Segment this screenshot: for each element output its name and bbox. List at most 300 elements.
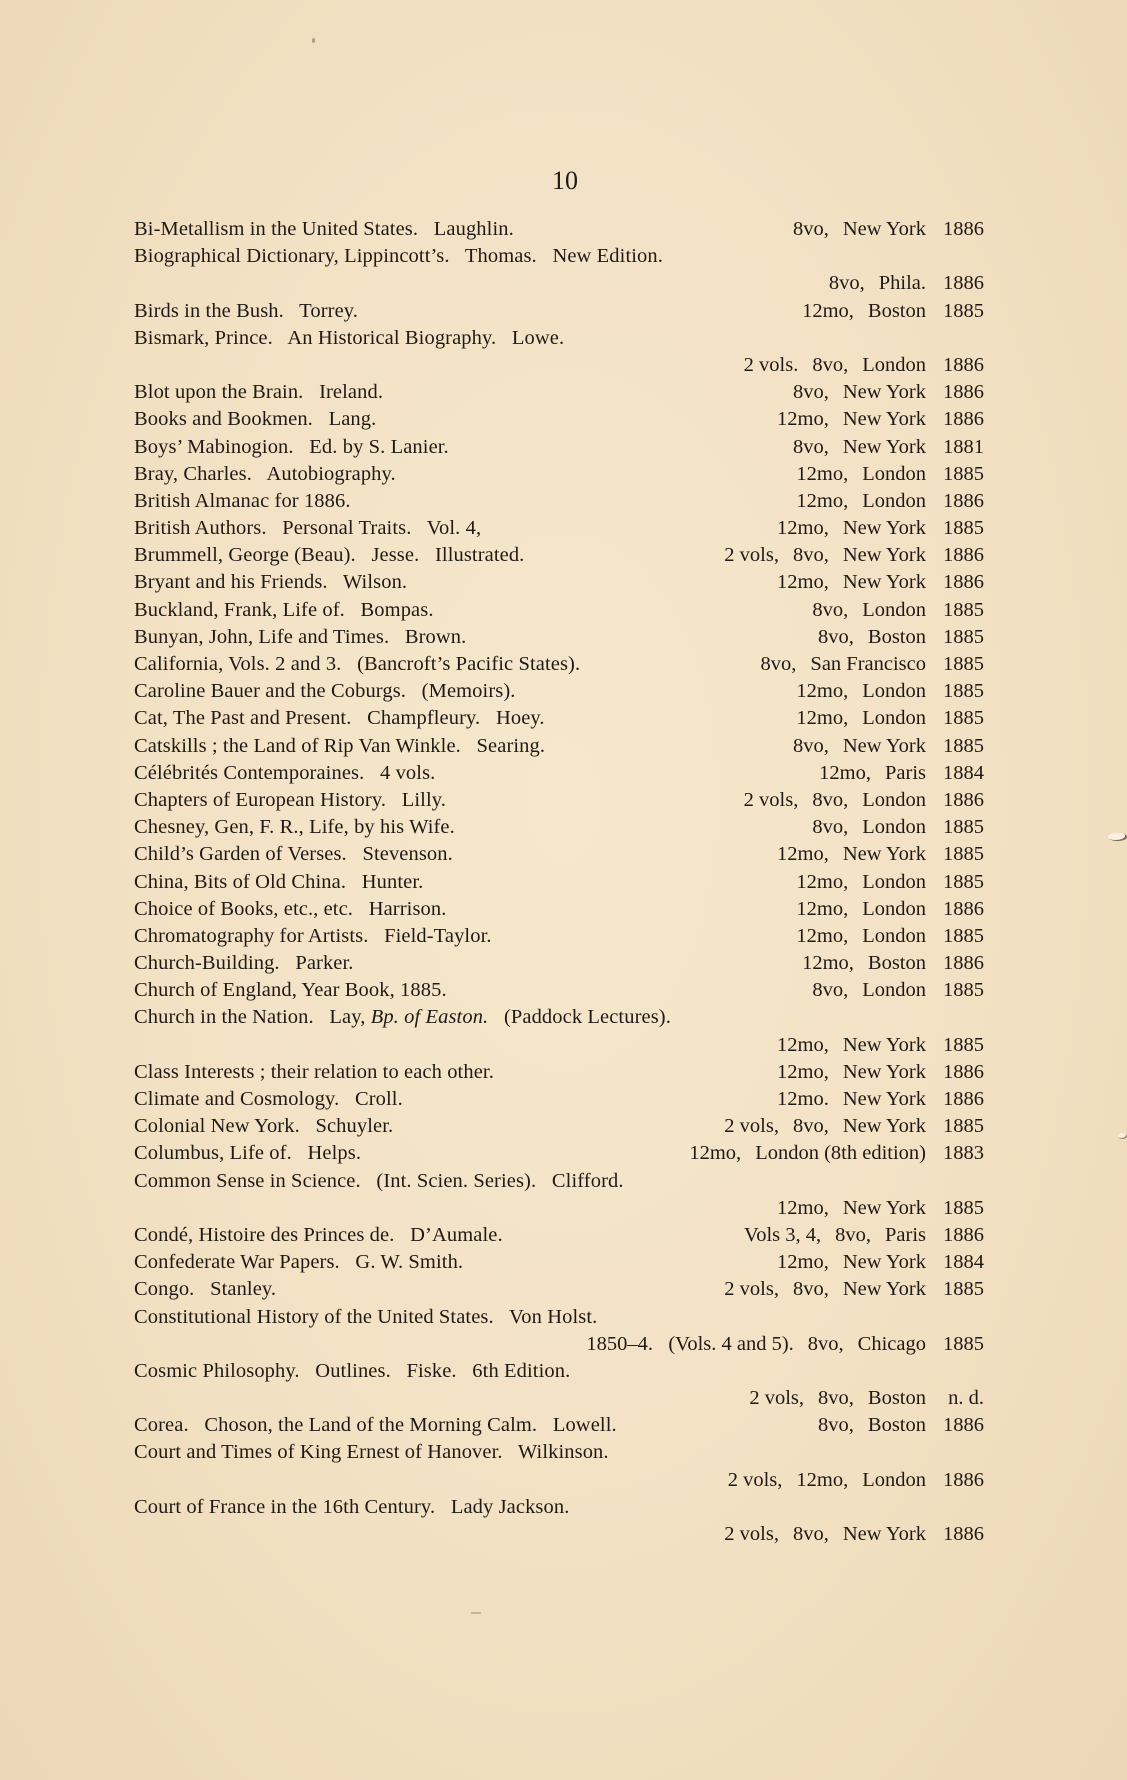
entry-title — [134, 1004, 671, 1031]
catalog-entry-line — [134, 1168, 984, 1195]
entry-format: 12mo, — [777, 1060, 829, 1083]
catalog-entry-line — [134, 243, 984, 270]
entry-place: London — [862, 816, 926, 839]
entry-title-text: Buckland, Frank, Life of. Bompas. — [134, 598, 434, 621]
entry-publication — [744, 1222, 984, 1249]
entry-publication — [829, 270, 984, 297]
entry-format: 8vo, — [812, 788, 849, 811]
entry-format: 12mo. — [777, 1088, 829, 1110]
entry-title — [134, 569, 407, 596]
entry-year: 1885 — [943, 680, 984, 703]
entry-format: 12mo, — [796, 707, 849, 730]
catalog-entry-line — [134, 434, 984, 461]
entry-year: 1885 — [943, 1115, 984, 1138]
entry-place: London — [862, 680, 926, 703]
entry-format: 12mo, — [796, 489, 849, 512]
entry-title — [134, 950, 354, 977]
entry-format: 12mo, — [796, 924, 849, 947]
catalog-entry-line — [134, 651, 984, 678]
catalog-entry-line — [134, 814, 984, 841]
page-number — [0, 166, 1127, 196]
entry-format: 12mo, — [796, 680, 849, 703]
entry-year: 1885 — [943, 299, 984, 322]
entry-format: 8vo, — [792, 544, 829, 567]
catalog-entry-line — [134, 1113, 984, 1140]
entry-year: 1884 — [943, 1251, 984, 1274]
entry-year: 1886 — [943, 381, 984, 404]
catalog-entry-line — [134, 869, 984, 896]
entry-place: New York — [842, 544, 926, 567]
entry-format: 8vo, — [792, 1523, 829, 1545]
catalog-entry-line — [134, 379, 984, 406]
entry-title — [134, 651, 580, 678]
entry-title-text: Books and Bookmen. Lang. — [134, 408, 377, 431]
entry-place: London (8th edition) — [755, 1142, 926, 1165]
entry-title-text: Church in the Nation. Lay, — [134, 1006, 371, 1029]
entry-volumes: 2 vols. — [743, 353, 799, 376]
entry-format: 8vo, — [812, 816, 849, 839]
entry-title — [134, 325, 564, 352]
entry-volumes: 2 vols, — [724, 1115, 779, 1138]
entry-title-text: Bray, Charles. Autobiography. — [134, 462, 396, 485]
catalog-entry-line — [134, 569, 984, 596]
entry-title — [134, 1168, 624, 1195]
entry-title-text: (Paddock Lectures). — [488, 1006, 671, 1029]
entry-format: 12mo, — [796, 897, 849, 920]
entry-year: 1881 — [943, 435, 984, 458]
entry-title — [134, 814, 455, 841]
catalog-entry-line — [134, 1059, 984, 1086]
catalog-entry-line — [134, 678, 984, 705]
entry-volumes: 2 vols, — [724, 544, 779, 567]
entry-year: 1885 — [943, 1196, 984, 1219]
entry-place: New York — [842, 381, 926, 404]
entry-place: London — [862, 598, 926, 621]
catalog-entry-line — [134, 733, 984, 760]
entry-title-text: Constitutional History of the United States. Von Holst. — [134, 1305, 598, 1328]
entry-title — [134, 977, 447, 1004]
entry-publication — [777, 1059, 984, 1086]
entry-year: 1885 — [943, 1033, 984, 1056]
entry-year: 1886 — [943, 353, 984, 376]
entry-publication — [802, 950, 984, 977]
entry-place: New York — [842, 1060, 926, 1083]
entry-title — [134, 678, 516, 705]
entry-title-text: China, Bits of Old China. Hunter. — [134, 870, 424, 893]
entry-format: 12mo, — [777, 1196, 829, 1219]
entry-volumes: 2 vols, — [727, 1468, 783, 1491]
entry-place: Phila. — [878, 272, 926, 295]
entry-volumes: 2 vols, — [724, 1523, 779, 1545]
entry-year: 1886 — [943, 489, 984, 512]
entry-year: 1886 — [943, 571, 984, 594]
entry-publication — [761, 651, 984, 678]
entry-year: 1885 — [943, 625, 984, 648]
entry-volumes: 2 vols, — [724, 1278, 779, 1301]
catalog-entry-line — [134, 1032, 984, 1059]
entry-format: 12mo, — [777, 571, 829, 594]
entry-title-text: Colonial New York. Schuyler. — [134, 1115, 394, 1138]
entry-title-text: California, Vols. 2 and 3. (Bancroft’s Pacific States). — [134, 653, 581, 675]
entry-year: 1885 — [943, 843, 984, 866]
entry-title — [134, 461, 396, 488]
entry-title-text: Columbus, Life of. Helps. — [134, 1142, 362, 1165]
entry-place: New York — [842, 734, 926, 757]
entry-title-text: Chapters of European History. Lilly. — [134, 788, 446, 811]
entry-title — [134, 923, 492, 950]
entry-title-text: Bunyan, John, Life and Times. Brown. — [134, 625, 467, 648]
entry-title-text: Biographical Dictionary, Lippincott’s. Thomas. New Edition. — [134, 245, 663, 268]
entry-format: 8vo, — [792, 218, 829, 240]
entry-format: 8vo, — [792, 381, 829, 404]
entry-title-text: Court and Times of King Ernest of Hanover. Wilkinson. — [134, 1441, 609, 1464]
entry-place: New York — [842, 1278, 926, 1301]
entry-publication — [796, 488, 984, 515]
entry-place: New York — [842, 571, 926, 594]
catalog-entry-line — [134, 1521, 984, 1548]
catalog-entry-line — [134, 705, 984, 732]
entry-year: 1885 — [943, 870, 984, 893]
entry-format: 12mo, — [689, 1142, 742, 1165]
book-catalog-list — [134, 216, 984, 1548]
catalog-entry-line — [134, 352, 984, 379]
entry-format: 8vo, — [818, 625, 854, 648]
entry-publication — [812, 977, 984, 1004]
entry-publication — [777, 1249, 984, 1276]
entry-title-text: Brummell, George (Beau). Jesse. Illustrated. — [134, 544, 525, 567]
entry-place: London — [862, 870, 926, 893]
entry-publication — [777, 569, 984, 596]
entry-publication — [796, 705, 984, 732]
catalog-entry-line — [134, 950, 984, 977]
entry-title — [134, 1276, 276, 1303]
page-number-text: 10 — [552, 166, 578, 195]
entry-title-text: Climate and Cosmology. Croll. — [134, 1088, 403, 1110]
entry-format: 8vo, — [812, 598, 849, 621]
entry-publication — [793, 733, 984, 760]
entry-place: London — [862, 788, 926, 811]
entry-publication — [586, 1331, 984, 1358]
entry-publication — [744, 787, 984, 814]
entry-year: 1885 — [943, 1332, 984, 1355]
entry-publication — [818, 1412, 984, 1439]
entry-title-italic: Bp. of Easton. — [370, 1006, 489, 1029]
catalog-entry-line — [134, 488, 984, 515]
entry-format: 8vo, — [812, 353, 849, 376]
catalog-entry-line — [134, 298, 984, 325]
entry-place: New York — [842, 1115, 926, 1138]
paper-tear — [1118, 1133, 1127, 1139]
entry-publication — [802, 298, 984, 325]
entry-place: London — [862, 353, 926, 376]
catalog-entry-line — [134, 461, 984, 488]
entry-year: 1885 — [943, 598, 984, 621]
entry-format: 8vo, — [792, 734, 829, 757]
entry-title — [134, 1358, 570, 1385]
catalog-entry-line — [134, 1304, 984, 1331]
entry-place: New York — [842, 1251, 926, 1274]
catalog-entry-line — [134, 977, 984, 1004]
entry-volumes: 1850–4. (Vols. 4 and 5). — [586, 1332, 794, 1355]
entry-format: 12mo, — [796, 1468, 849, 1491]
entry-format: 12mo, — [777, 843, 829, 866]
catalog-entry-line — [134, 1331, 984, 1358]
entry-title-text: Choice of Books, etc., etc. Harrison. — [134, 897, 447, 920]
entry-title — [134, 705, 545, 732]
entry-publication — [796, 923, 984, 950]
entry-title-text: Child’s Garden of Verses. Stevenson. — [134, 843, 453, 866]
entry-place: New York — [842, 517, 926, 540]
entry-format: 12mo, — [777, 1251, 829, 1274]
catalog-entry-line — [134, 1249, 984, 1276]
entry-publication — [724, 1521, 984, 1548]
entry-publication — [724, 542, 984, 569]
entry-title-text: Common Sense in Science. (Int. Scien. Series). Clifford. — [134, 1169, 624, 1192]
entry-year: 1886 — [943, 952, 984, 975]
entry-year: 1886 — [943, 408, 984, 431]
entry-title-text: Bi-Metallism in the United States. Laughlin. — [134, 218, 514, 240]
entry-place: London — [862, 924, 926, 947]
entry-volumes: 2 vols, — [743, 788, 799, 811]
entry-title — [134, 216, 514, 243]
entry-format: 12mo, — [796, 462, 849, 485]
entry-title-text: Catskills ; the Land of Rip Van Winkle. Searing. — [134, 734, 546, 757]
catalog-entry-line — [134, 597, 984, 624]
entry-place: London — [862, 979, 926, 1002]
entry-publication — [749, 1385, 984, 1412]
entry-place: London — [862, 707, 926, 730]
entry-year: 1886 — [943, 788, 984, 811]
entry-title — [134, 624, 466, 651]
entry-place: New York — [842, 843, 926, 866]
entry-title-text: Birds in the Bush. Torrey. — [134, 299, 359, 322]
catalog-entry-line — [134, 896, 984, 923]
catalog-entry-line — [134, 624, 984, 651]
catalog-entry-line — [134, 1358, 984, 1385]
entry-publication — [796, 869, 984, 896]
entry-place: New York — [842, 1523, 926, 1545]
entry-publication — [744, 352, 984, 379]
catalog-entry-line — [134, 1439, 984, 1466]
entry-format: 12mo, — [777, 1033, 829, 1056]
entry-place: New York — [842, 1088, 926, 1110]
entry-title-text: Chromatography for Artists. Field-Taylor. — [134, 924, 492, 947]
entry-title-text: Congo. Stanley. — [134, 1278, 277, 1301]
catalog-entry-line — [134, 760, 984, 787]
catalog-entry-line — [134, 1276, 984, 1303]
entry-place: Boston — [867, 1387, 926, 1410]
entry-year: 1884 — [943, 761, 984, 784]
entry-volumes: 2 vols, — [749, 1387, 805, 1410]
entry-place: Paris — [885, 761, 926, 784]
catalog-entry-line — [134, 841, 984, 868]
entry-format: 12mo, — [796, 870, 849, 893]
entry-title — [134, 896, 446, 923]
entry-title — [134, 379, 383, 406]
entry-place: New York — [842, 1196, 926, 1219]
entry-publication — [724, 1113, 984, 1140]
catalog-entry-line — [134, 406, 984, 433]
catalog-entry-line — [134, 1385, 984, 1412]
entry-year: 1885 — [943, 1278, 984, 1301]
entry-title — [134, 1113, 393, 1140]
paper-tear — [1108, 833, 1127, 841]
catalog-entry-line — [134, 923, 984, 950]
entry-publication — [812, 597, 984, 624]
entry-title-text: Bismark, Prince. An Historical Biography. Lowe. — [134, 326, 565, 349]
entry-title-text: Confederate War Papers. G. W. Smith. — [134, 1251, 464, 1274]
entry-year: n. d. — [948, 1387, 984, 1410]
entry-place: London — [862, 489, 926, 512]
entry-title-text: Cat, The Past and Present. Champfleury. Hoey. — [134, 707, 545, 730]
entry-title — [134, 787, 446, 814]
entry-title — [134, 1412, 617, 1439]
entry-place: Boston — [867, 299, 926, 322]
entry-publication — [793, 379, 984, 406]
entry-format: 8vo, — [807, 1332, 844, 1355]
entry-publication — [796, 678, 984, 705]
entry-title — [134, 434, 449, 461]
entry-title-text: Corea. Choson, the Land of the Morning Calm. Lowell. — [134, 1414, 617, 1437]
entry-publication — [793, 216, 984, 243]
entry-title-text: Court of France in the 16th Century. Lady Jackson. — [134, 1495, 570, 1518]
entry-title-text: Chesney, Gen, F. R., Life, by his Wife. — [134, 816, 455, 839]
entry-format: 8vo, — [760, 653, 797, 675]
entry-format: 8vo, — [818, 1414, 854, 1437]
entry-publication — [812, 814, 984, 841]
catalog-entry-line — [134, 1494, 984, 1521]
entry-year: 1885 — [943, 653, 984, 675]
entry-format: 12mo, — [819, 761, 871, 784]
entry-year: 1886 — [943, 1523, 984, 1545]
entry-title-text: British Authors. Personal Traits. Vol. 4, — [134, 517, 482, 540]
entry-place: New York — [842, 218, 926, 240]
entry-year: 1886 — [943, 544, 984, 567]
entry-format: 8vo, — [792, 1115, 829, 1138]
paper-speck — [471, 1612, 481, 1614]
entry-title — [134, 406, 376, 433]
entry-year: 1885 — [943, 707, 984, 730]
entry-year: 1886 — [943, 1468, 984, 1491]
entry-format: 12mo, — [802, 952, 854, 975]
paper-speck — [312, 38, 315, 43]
entry-title-text: Caroline Bauer and the Coburgs. (Memoirs). — [134, 680, 516, 703]
entry-place: London — [862, 1468, 926, 1491]
entry-place: Boston — [867, 625, 926, 648]
entry-format: 8vo, — [792, 1278, 829, 1301]
entry-year: 1886 — [943, 1223, 984, 1246]
entry-title — [134, 1494, 569, 1521]
entry-publication — [724, 1276, 984, 1303]
entry-format: 8vo, — [828, 272, 865, 295]
entry-title — [134, 841, 453, 868]
entry-title-text: Bryant and his Friends. Wilson. — [134, 571, 408, 594]
entry-publication — [819, 760, 984, 787]
entry-format: 8vo, — [818, 1387, 854, 1410]
entry-year: 1885 — [943, 816, 984, 839]
entry-year: 1886 — [943, 272, 984, 295]
catalog-entry-line — [134, 1140, 984, 1167]
entry-title-text: Boys’ Mabinogion. Ed. by S. Lanier. — [134, 435, 449, 458]
entry-place: San Francisco — [810, 653, 926, 675]
entry-year: 1886 — [943, 1060, 984, 1083]
catalog-entry-line — [134, 787, 984, 814]
entry-title — [134, 542, 524, 569]
entry-publication — [777, 515, 984, 542]
entry-publication — [818, 624, 984, 651]
entry-title — [134, 760, 435, 787]
entry-format: 12mo, — [802, 299, 854, 322]
entry-title — [134, 243, 663, 270]
entry-place: Paris — [885, 1223, 926, 1246]
entry-place: London — [862, 462, 926, 485]
entry-format: 12mo, — [777, 517, 829, 540]
entry-format: 8vo, — [792, 435, 829, 458]
entry-year: 1885 — [943, 734, 984, 757]
entry-title-text: Cosmic Philosophy. Outlines. Fiske. 6th Edition. — [134, 1359, 571, 1382]
entry-publication — [796, 896, 984, 923]
entry-publication — [777, 1032, 984, 1059]
catalog-entry-line — [134, 1086, 984, 1113]
entry-place: New York — [842, 1033, 926, 1056]
entry-year: 1886 — [943, 897, 984, 920]
entry-year: 1883 — [943, 1142, 984, 1165]
entry-place: Boston — [867, 1414, 926, 1437]
entry-title — [134, 597, 434, 624]
entry-title — [134, 515, 481, 542]
entry-publication — [689, 1140, 984, 1167]
entry-year: 1885 — [943, 979, 984, 1002]
entry-year: 1886 — [943, 1414, 984, 1437]
entry-place: New York — [842, 435, 926, 458]
entry-place: Chicago — [857, 1332, 926, 1355]
entry-year: 1886 — [943, 1088, 984, 1110]
catalog-entry-line — [134, 1195, 984, 1222]
entry-title — [134, 869, 423, 896]
entry-publication — [777, 1086, 984, 1113]
entry-place: London — [862, 897, 926, 920]
entry-title-text: Church of England, Year Book, 1885. — [134, 979, 447, 1002]
entry-title — [134, 1439, 609, 1466]
entry-title-text: Class Interests ; their relation to each other. — [134, 1060, 494, 1083]
entry-publication — [777, 406, 984, 433]
entry-publication — [793, 434, 984, 461]
entry-title-text: Condé, Histoire des Princes de. D’Aumale. — [134, 1223, 503, 1246]
catalog-entry-line — [134, 1004, 984, 1031]
entry-title — [134, 298, 358, 325]
entry-format: 8vo, — [812, 979, 849, 1002]
entry-title — [134, 1086, 403, 1113]
entry-title — [134, 1140, 361, 1167]
entry-title-text: Church-Building. Parker. — [134, 952, 354, 975]
entry-publication — [796, 461, 984, 488]
entry-title — [134, 1304, 597, 1331]
entry-title-text: British Almanac for 1886. — [134, 489, 351, 512]
catalog-entry-line — [134, 542, 984, 569]
catalog-entry-line — [134, 1467, 984, 1494]
entry-year: 1885 — [943, 924, 984, 947]
entry-place: Boston — [867, 952, 926, 975]
catalog-entry-line — [134, 1412, 984, 1439]
entry-publication — [777, 841, 984, 868]
catalog-entry-line — [134, 325, 984, 352]
entry-year: 1885 — [943, 462, 984, 485]
catalog-entry-line — [134, 270, 984, 297]
entry-volumes: Vols 3, 4, — [744, 1223, 822, 1246]
catalog-entry-line — [134, 216, 984, 243]
catalog-entry-line — [134, 515, 984, 542]
catalog-entry-line — [134, 1222, 984, 1249]
